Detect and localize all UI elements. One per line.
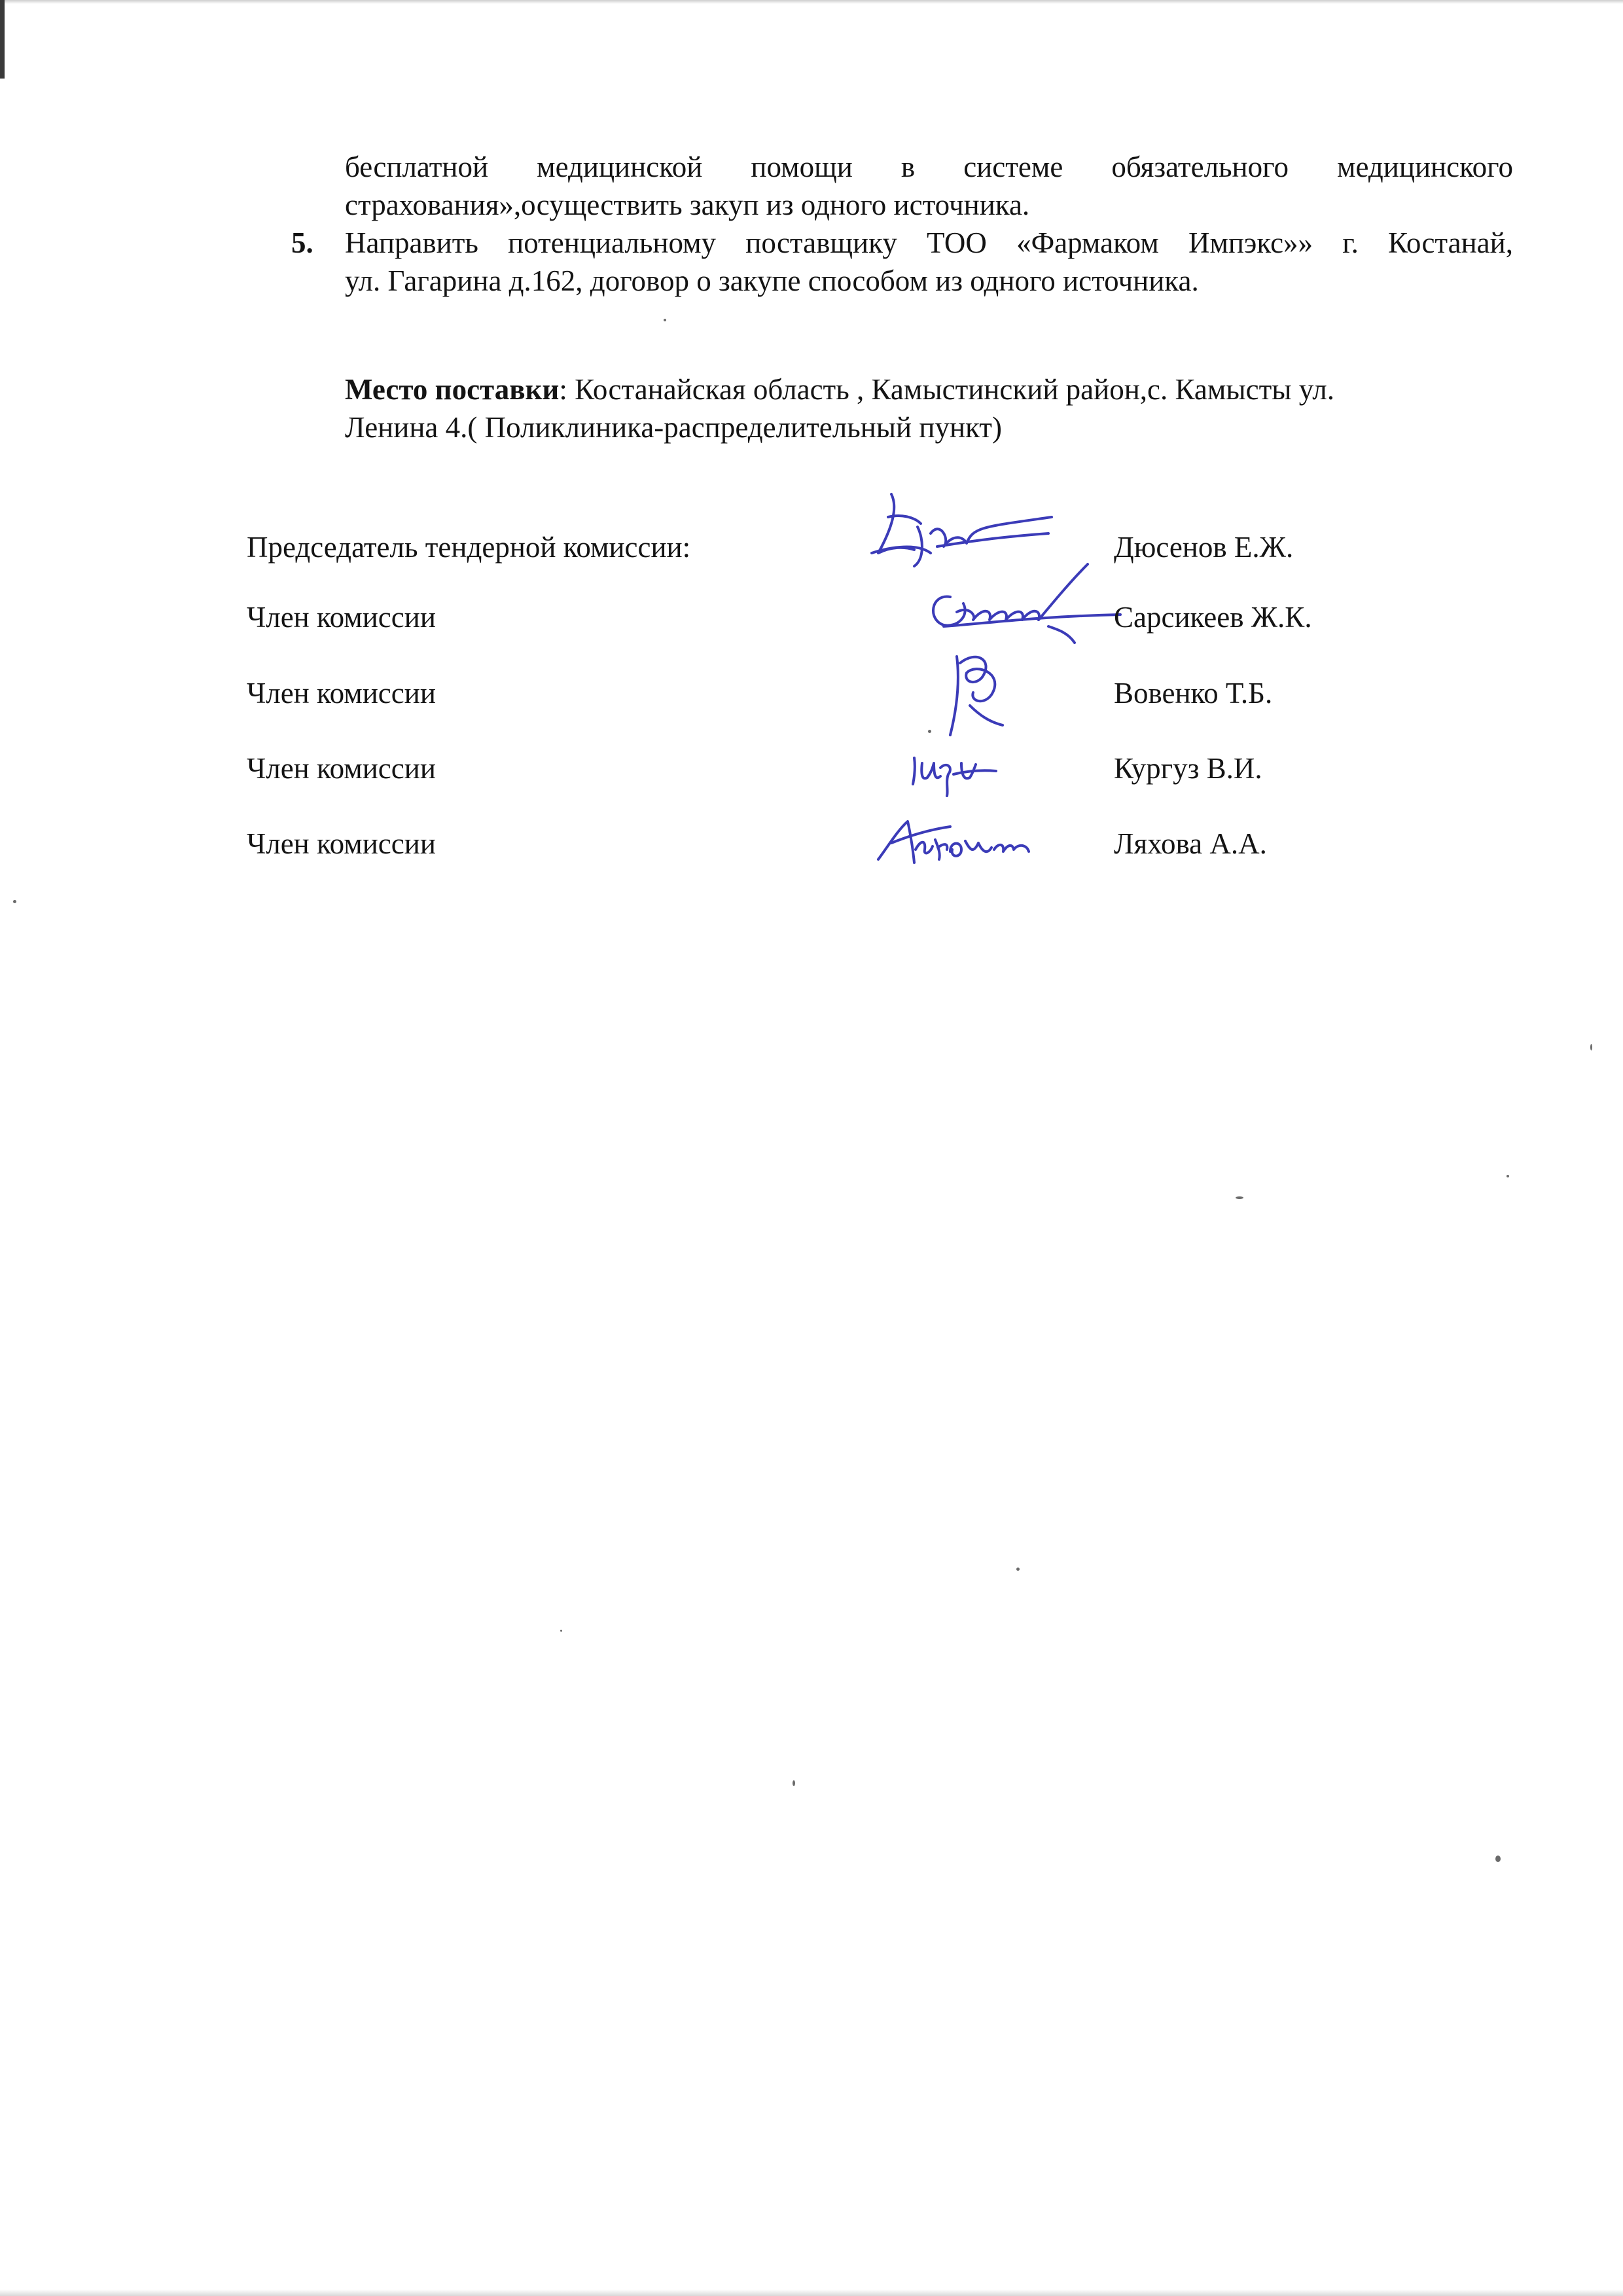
scan-speck bbox=[1507, 1175, 1509, 1177]
signature-member-2 bbox=[931, 643, 1016, 742]
item-5-line-2: ул. Гагарина д.162, договор о закупе способом из одного источника. bbox=[345, 264, 1199, 297]
signatory-name: Дюсенов Е.Ж. bbox=[1114, 531, 1294, 564]
signatory-role: Член комиссии bbox=[247, 677, 436, 709]
item4-continuation bbox=[345, 148, 1513, 224]
signatory-row bbox=[247, 676, 1556, 728]
item-5-text bbox=[345, 224, 1513, 300]
item-5-number: 5. bbox=[291, 226, 313, 259]
signatory-name: Вовенко Т.Б. bbox=[1114, 677, 1273, 709]
signatory-role: Председатель тендерной комиссии: bbox=[247, 531, 691, 564]
signatory-row bbox=[247, 530, 1556, 583]
scan-speck bbox=[560, 1630, 562, 1632]
signatory-name: Ляхова А.А. bbox=[1114, 827, 1267, 860]
item-5-line-1: Направить потенциальному поставщику ТОО «Фармаком Импэкс»» г. Костанай, bbox=[345, 226, 1513, 259]
signatory-role: Член комиссии bbox=[247, 827, 436, 860]
scan-shadow-bottom bbox=[0, 2289, 1623, 2296]
signatory-row bbox=[247, 751, 1556, 804]
signatory-row bbox=[247, 600, 1556, 653]
signatory-role: Член комиссии bbox=[247, 601, 436, 634]
scan-edge-left bbox=[0, 0, 5, 79]
scan-speck bbox=[1495, 1856, 1501, 1862]
delivery-text-1: : Костанайская область , Камыстинский район,с. Камысты ул. bbox=[559, 373, 1334, 406]
scan-speck bbox=[793, 1780, 795, 1786]
signature-member-1 bbox=[911, 554, 1127, 646]
delivery-text-2: Ленина 4.( Поликлиника-распределительный пункт) bbox=[345, 411, 1002, 444]
scan-speck bbox=[664, 319, 666, 321]
signature-member-4 bbox=[875, 814, 1052, 866]
scan-shadow-top bbox=[0, 0, 1623, 4]
scan-speck bbox=[13, 900, 16, 903]
signatory-row bbox=[247, 827, 1556, 879]
scan-speck bbox=[1236, 1196, 1243, 1199]
scan-speck bbox=[1016, 1568, 1020, 1571]
continuation-line-1: бесплатной медицинской помощи в системе обязательного медицинского bbox=[345, 151, 1513, 183]
continuation-line-2: страхования»,осуществить закуп из одного источника. bbox=[345, 188, 1030, 221]
signatory-name: Сарсикеев Ж.К. bbox=[1114, 601, 1312, 634]
delivery-line-1 bbox=[345, 373, 1334, 406]
scan-speck bbox=[928, 730, 931, 733]
delivery-place bbox=[345, 370, 1513, 446]
signature-member-3 bbox=[908, 745, 999, 797]
signatory-role: Член комиссии bbox=[247, 752, 436, 785]
delivery-label: Место поставки bbox=[345, 373, 560, 406]
signatory-name: Кургуз В.И. bbox=[1114, 752, 1262, 785]
scan-speck bbox=[1590, 1044, 1592, 1050]
